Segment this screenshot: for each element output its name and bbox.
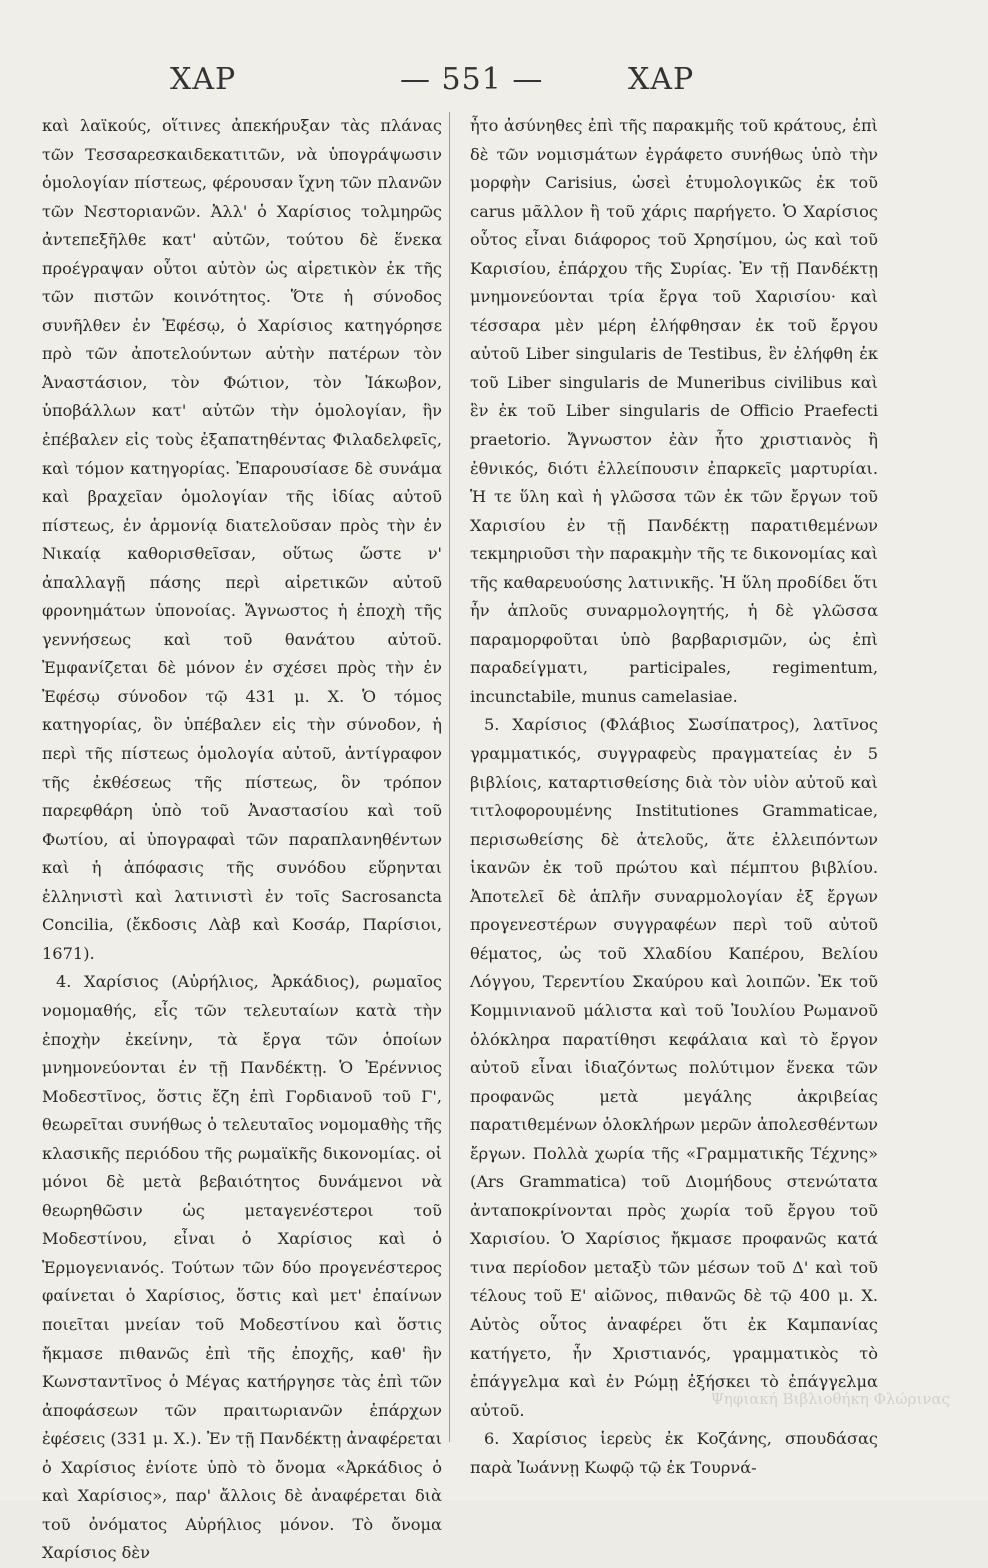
page-number: — 551 — xyxy=(400,62,544,97)
running-head-right: ΧΑΡ xyxy=(628,62,695,97)
running-head-left: ΧΑΡ xyxy=(170,62,237,97)
library-watermark: Ψηφιακή Βιβλιοθήκη Φλώρινας xyxy=(710,1390,950,1408)
left-column xyxy=(42,112,442,1568)
entry-4: 4. Χαρίσιος (Αὐρήλιος, Ἀρκάδιος), ρωμαῖος νομομαθής, εἷς τῶν τελευταίων κατὰ τὴν ἐποχὴν ἐκείνην, τὰ ἔργα τῶν ὁποίων μνημονεύονται ἐν τῇ Πανδέκτῃ. Ὁ Ἐρέννιος Μοδεστῖνος, ὅστις ἔζη ἐπὶ Γορδιανοῦ τοῦ Γ', θεωρεῖται συνήθως ὁ τελευταῖος νομομαθὴς τῆς κλασικῆς περιόδου τῆς ρωμαϊκῆς δικονομίας. οἱ μόνοι δὲ μετὰ βεβαιότητος δυνάμενοι νὰ θεωρηθῶσιν ὡς μεταγενέστεροι τοῦ Μοδεστίνου, εἶναι ὁ Χαρίσιος καὶ ὁ Ἑρμογενιανός. Τούτων τῶν δύο προγενέστερος φαίνεται ὁ Χαρίσιος, ὅστις καὶ μετ' ἐπαίνων ποιεῖται μνείαν τοῦ Μοδεστίνου καὶ ὅστις ἤκμασε πιθανῶς ἐπὶ τῆς ἐποχῆς, καθ' ἣν Κωνσταντῖνος ὁ Μέγας κατήργησε τὰς ἐπὶ τῶν ἀποφάσεων τῶν πραιτωριανῶν ἐπάρχων ἐφέσεις (331 μ. Χ.). Ἐν τῇ Πανδέκτῃ ἀναφέρεται ὁ Χαρίσιος ἐνίοτε ὑπὸ τὸ ὄνομα «Ἀρκάδιος ὁ καὶ Χαρίσιος», παρ' ἄλλοις δὲ ἀναφέρεται διὰ τοῦ ὀνόματος Αὐρήλιος μόνον. Τὸ ὄνομα Χαρίσιος δὲν xyxy=(42,972,442,1563)
right-column xyxy=(470,112,878,1482)
paragraph-continued-right: ἦτο ἀσύνηθες ἐπὶ τῆς παρακμῆς τοῦ κράτους, ἐπὶ δὲ τῶν νομισμάτων ἐγράφετο συνήθως ὑπὸ τὴν μορφὴν Carisius, ὡσεὶ ἐτυμολογικῶς ἐκ τοῦ carus μᾶλλον ἢ τοῦ χάρις παρήγετο. Ὁ Χαρίσιος οὗτος εἶναι διάφορος τοῦ Χρησίμου, ὡς καὶ τοῦ Καρισίου, ἐπάρχου τῆς Συρίας. Ἐν τῇ Πανδέκτῃ μνημονεύονται τρία ἔργα τοῦ Χαρισίου· καὶ τέσσαρα μὲν μέρη ἐλήφθησαν ἐκ τοῦ ἔργου αὐτοῦ Liber singularis de Testibus, ἓν ἐλήφθη ἐκ τοῦ Liber singularis de Muneribus civilibus καὶ ἓν ἐκ τοῦ Liber singularis de Officio Praefecti praetorio. Ἄγνωστον ἐὰν ἦτο χριστιανὸς ἢ ἐθνικός, διότι ἐλλείπουσιν ἐπαρκεῖς μαρτυρίαι. Ἡ τε ὕλη καὶ ἡ γλῶσσα τῶν ἐκ τῶν ἔργων τοῦ Χαρισίου ἐν τῇ Πανδέκτῃ παρατιθεμένων τεκμηριοῦσι τὴν παρακμὴν τῆς τε δικονομίας καὶ τῆς καθαρευούσης λατινικῆς. Ἡ ὕλη προδίδει ὅτι ἦν ἁπλοῦς συναρμολογητής, ἡ δὲ γλῶσσα παραμορφοῦται ὑπὸ βαρβαρισμῶν, ὡς ἐπὶ παραδείγματι, participales, regimentum, incunctabile, munus camelasiae. xyxy=(470,116,878,706)
column-divider xyxy=(449,112,450,1442)
paragraph-continued: καὶ λαϊκούς, οἵτινες ἀπεκήρυξαν τὰς πλάνας τῶν Τεσσαρεσκαιδεκατιτῶν, νὰ ὑπογράψωσιν ὁμολογίαν πίστεως, φέρουσαν ἴχνη τῶν πλανῶν τῶν Νεστοριανῶν. Ἀλλ' ὁ Χαρίσιος τολμηρῶς ἀντεπεξῆλθε κατ' αὐτῶν, τούτου δὲ ἕνεκα προέγραψαν οὗτοι αὐτὸν ὡς αἱρετικὸν ἐκ τῆς τῶν πιστῶν κοινότητος. Ὅτε ἡ σύνοδος συνῆλθεν ἐν Ἐφέσῳ, ὁ Χαρίσιος κατηγόρησε πρὸ τῶν ἀποτελούντων αὐτὴν πατέρων τὸν Ἀναστάσιον, τὸν Φώτιον, τὸν Ἰάκωβον, ὑποβάλλων κατ' αὐτῶν τὴν ὁμολογίαν, ἣν ἐπέβαλεν εἰς τοὺς ἐξαπατηθέντας Φιλαδελφεῖς, καὶ τόμον κατηγορίας. Ἐπαρουσίασε δὲ συνάμα καὶ βραχεῖαν ὁμολογίαν τῆς ἰδίας αὐτοῦ πίστεως, ἐν ἁρμονίᾳ διατελοῦσαν πρὸς τὴν ἐν Νικαίᾳ καθορισθεῖσαν, οὕτως ὥστε ν' ἀπαλλαγῇ πάσης περὶ αἱρετικῶν αὐτοῦ φρονημάτων ὑπονοίας. Ἄγνωστος ἡ ἐποχὴ τῆς γεννήσεως καὶ τοῦ θανάτου αὐτοῦ. Ἐμφανίζεται δὲ μόνον ἐν σχέσει πρὸς τὴν ἐν Ἐφέσῳ σύνοδον τῷ 431 μ. Χ. Ὁ τόμος κατηγορίας, ὃν ὑπέβαλεν εἰς τὴν σύνοδον, ἡ περὶ τῆς πίστεως ὁμολογία αὐτοῦ, ἀντίγραφον τῆς ἐκθέσεως τῆς πίστεως, ὃν τρόπον παρεφθάρη ὑπὸ τοῦ Ἀναστασίου καὶ τοῦ Φωτίου, αἱ ὑπογραφαὶ τῶν παραπλανηθέντων καὶ ἡ ἀπόφασις τῆς συνόδου εὕρηνται ἑλληνιστὶ καὶ λατινιστὶ ἐν τοῖς Sacrosancta Concilia, (ἔκδοσις Λὰβ καὶ Κοσάρ, Παρίσιοι, 1671). xyxy=(42,116,442,963)
entry-5: 5. Χαρίσιος (Φλάβιος Σωσίπατρος), λατῖνος γραμματικός, συγγραφεὺς πραγματείας ἐν 5 βιβλίοις, καταρτισθείσης διὰ τὸν υἱὸν αὐτοῦ καὶ τιτλοφορουμένης Institutiones Grammaticae, περισωθείσης δὲ ἀτελοῦς, ἅτε ἐλλειπόντων ἱκανῶν ἐκ τοῦ πρώτου καὶ πέμπτου βιβλίου. Ἀποτελεῖ δὲ ἁπλῆν συναρμολογίαν ἐξ ἔργων προγενεστέρων συγγραφέων περὶ τοῦ αὐτοῦ θέματος, ὡς τοῦ Χλαδίου Καπέρου, Βελίου Λόγγου, Τερεντίου Σκαύρου καὶ λοιπῶν. Ἐκ τοῦ Κομμινιανοῦ μάλιστα καὶ τοῦ Ἰουλίου Ρωμανοῦ ὁλόκληρα παρατίθησι κεφάλαια καὶ τὸ ἔργον αὐτοῦ εἶναι ἰδιαζόντως πολύτιμον ἕνεκα τῶν προφανῶς μετὰ μεγάλης ἀκριβείας παρατιθεμένων ὁλοκλήρων μερῶν ἀπολεσθέντων ἔργων. Πολλὰ χωρία τῆς «Γραμματικῆς Τέχνης» (Ars Grammatica) τοῦ Διομήδους στενώτατα ἀνταποκρίνονται πρὸς χωρία τοῦ ἔργου τοῦ Χαρισίου. Ὁ Χαρίσιος ἤκμασε προφανῶς κατά τινα περίοδον μεταξὺ τῶν μέσων τοῦ Δ' καὶ τοῦ τέλους τοῦ Ε' αἰῶνος, πιθανῶς δὲ τῷ 400 μ. Χ. Αὐτὸς οὗτος ἀναφέρει ὅτι ἐκ Καμπανίας κατήγετο, ἦν Χριστιανός, γραμματικὸς τὸ ἐπάγγελμα καὶ ἐν Ρώμῃ ἐξήσκει τὸ ἐπάγγελμα αὐτοῦ. xyxy=(470,715,878,1420)
entry-6: 6. Χαρίσιος ἱερεὺς ἐκ Κοζάνης, σπουδάσας παρὰ Ἰωάννῃ Κωφῷ τῷ ἐκ Τουρνά- xyxy=(470,1429,878,1477)
